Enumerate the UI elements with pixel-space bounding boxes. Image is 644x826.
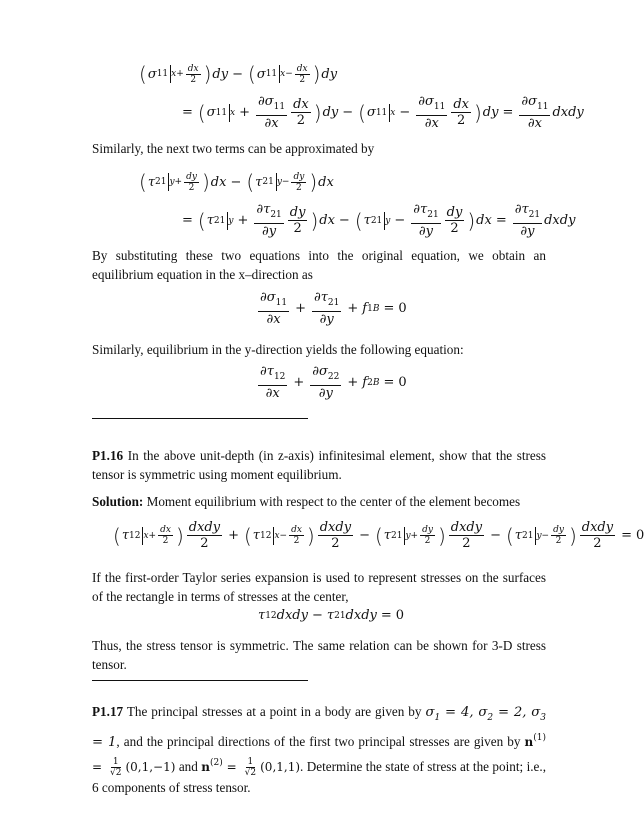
- paragraph-taylor: If the first-order Taylor series expansion is used to represent stresses on the surfaces of the rectangle in terms of stresses at the center,: [92, 570, 546, 604]
- problem-text-p117-and: and: [178, 759, 198, 774]
- solution-text: Moment equilibrium with respect to the center of the element becomes: [146, 494, 521, 509]
- paragraph-similarly-next: Similarly, the next two terms can be approximated by: [92, 141, 375, 156]
- equation-tau21-line1: ( τ 21 y+ $\frac{dy}{2}$ ) dx − ( τ 21 y− $\frac{dy}{2}$ ) dx: [139, 170, 334, 194]
- direction-n1: $n^{(1)}$ = $\frac{1}{√2}$ (0,1,−1): [92, 733, 546, 778]
- problem-text-p117-part2: , and the principal directions of the first two principal stresses are given by: [116, 734, 521, 749]
- equation-equilibrium-x: $\frac{\partial\sigma_{11}}{\partial x}$ + $\frac{\partial\tau_{21}}{\partial y}$ + f 1 B = 0: [260, 290, 407, 327]
- equation-equilibrium-y: $\frac{\partial\tau_{12}}{\partial x}$ + $\frac{\partial\sigma_{22}}{\partial y}$ + f 2 B = 0: [260, 364, 407, 401]
- problem-text-p117-part3: . Determine the state of stress at the point; i.e., 6 components of stress tensor.: [92, 759, 547, 795]
- problem-label-p117: P1.17: [92, 704, 124, 719]
- principal-stress-values: $\sigma_1 = 4$, $\sigma_2 = 2$, $\sigma_3 = 1$: [92, 705, 547, 750]
- problem-text-p116: In the above unit-depth (in z-axis) infinitesimal element, show that the stress tensor is symmetric using moment equilibrium.: [92, 448, 547, 482]
- paragraph-thus: Thus, the stress tensor is symmetric. The same relation can be shown for 3-D stress tensor.: [92, 638, 546, 672]
- solution-label: Solution:: [92, 494, 144, 509]
- equation-sigma11-line1: ( σ 11 x+ $\frac{dx}{2}$ ) dy − ( σ 11 x− $\frac{dx}{2}$ ) dy: [139, 62, 338, 86]
- direction-n2: $n^{(2)}$ = $\frac{1}{√2}$ (0,1,1): [201, 757, 301, 778]
- paragraph-similarly-y: Similarly, equilibrium in the y-direction yields the following equation:: [92, 342, 464, 357]
- equation-tau21-line2: = ( τ 21 y + $\frac{\partial\tau_{21}}{\partial y}$ $\frac{dy}{2}$ ) dx − ( τ 21 y − $\frac{\partial\tau_{21}}{\partial y}$ $\frac{dy}{2}$ ) dx = $\frac{\partial\tau_{21}}{\partial y}$ dxdy: [182, 202, 576, 239]
- equation-moment-result: τ 12 dxdy − τ 21 dxdy = 0: [258, 608, 405, 623]
- equation-moment-equilibrium: ( τ 12 x+ $\frac{dx}{2}$ ) $\frac{\text{dxdy}}{2}$ + ( τ 12 x− $\frac{dx}{2}$ ) $\frac{\text{dxdy}}{2}$ − ( τ 21 y+ $\frac{dy}{2}$ ) $\frac{\text{dxdy}}{2}$ − ( τ 21 y− $\frac{dy}{2}$ ) $\frac{\text{dxdy}}{2}$ = 0: [113, 520, 644, 551]
- problem-p117: [92, 702, 546, 798]
- solution-p116: [92, 492, 546, 511]
- equation-sigma11-line2: = ( σ 11 x + $\frac{\partial\sigma_{11}}{\partial x}$ $\frac{dx}{2}$ ) dy − ( σ 11 x − $\frac{\partial\sigma_{11}}{\partial x}$ $\frac{dx}{2}$ ) dy = $\frac{\partial\sigma_{11}}{\partial x}$ dxdy: [182, 94, 584, 131]
- problem-label-p116: P1.16: [92, 448, 124, 463]
- section-divider-1: [92, 418, 308, 419]
- problem-text-p117-part1: The principal stresses at a point in a body are given by: [126, 704, 422, 719]
- paragraph-substituting: By substituting these two equations into the original equation, we obtain an equilibrium equation in the x–direction as: [92, 248, 546, 282]
- section-divider-2: [92, 680, 308, 681]
- problem-p116: [92, 446, 546, 484]
